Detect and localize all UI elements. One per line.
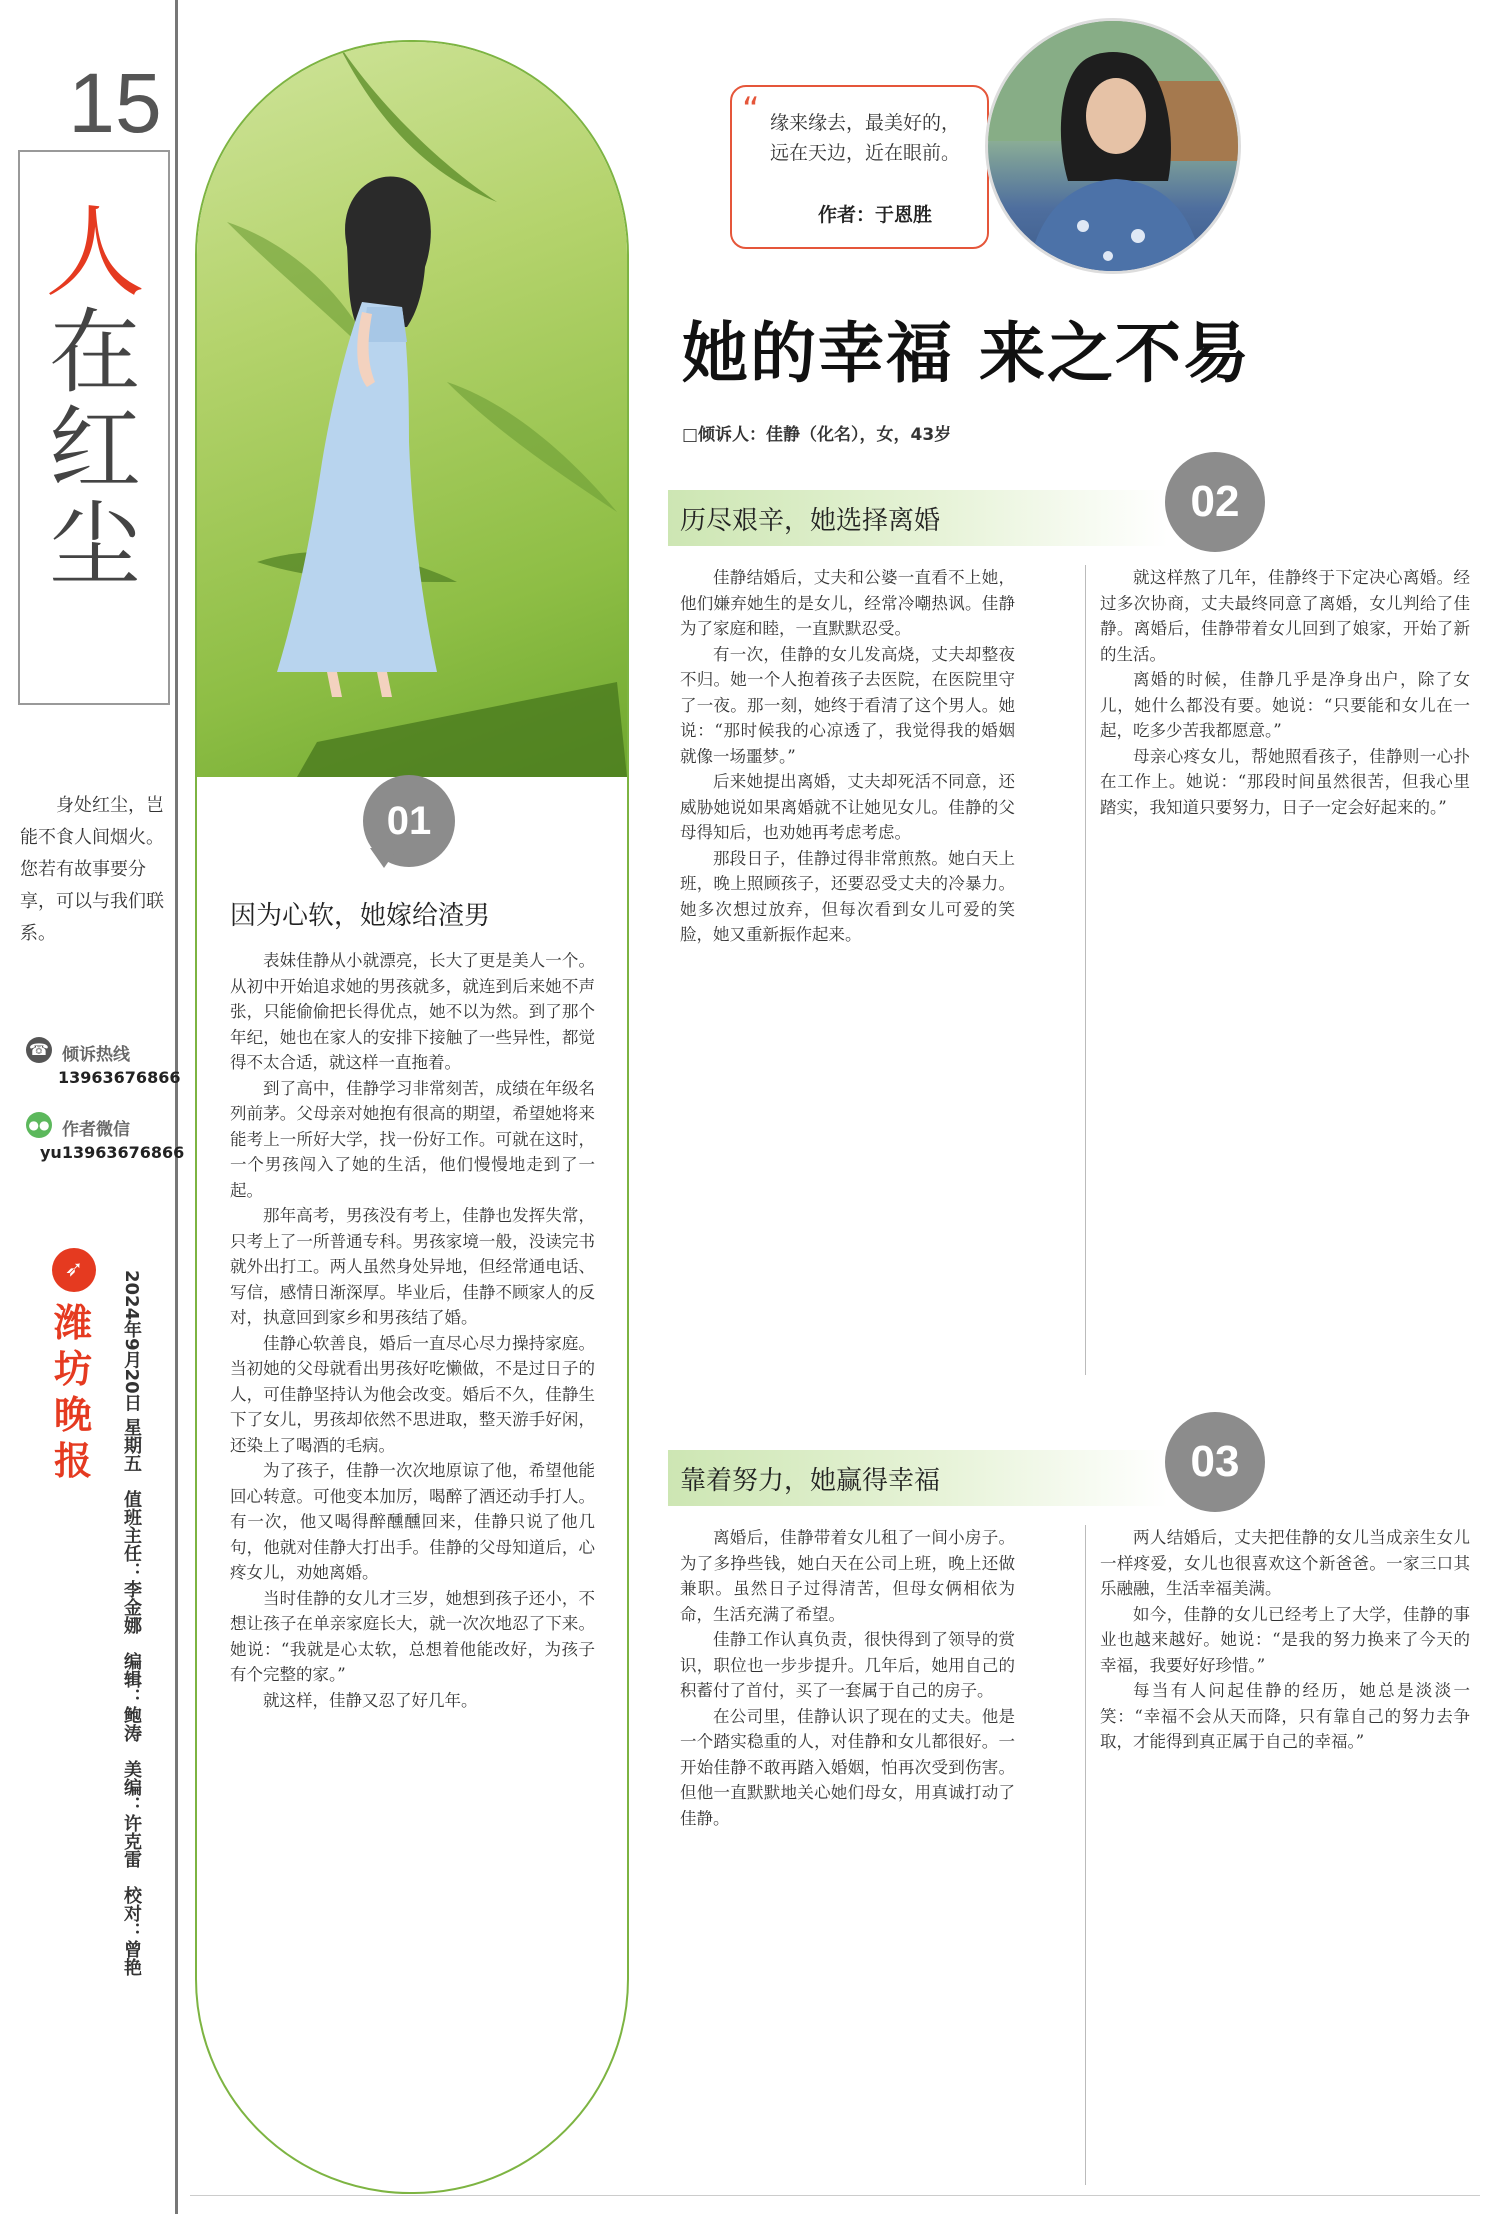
page-number: 15 [68,56,162,150]
quote-mark-icon: “ [742,90,760,130]
narrator-line: □倾诉人：佳静（化名），女，43岁 [682,425,952,445]
column-title-char: 人 [45,194,145,311]
column-title-char: 红 [48,395,141,503]
paragraph: 佳静工作认真负责，很快得到了领导的赏识，职位也一步步提升。几年后，她用自己的积蓄付了首付，买了一套属于自己的房子。 [680,1630,1015,1700]
hotline-label: 倾诉热线 [62,1045,130,1065]
section-tag-01: 01 [363,775,455,867]
paragraph: 到了高中，佳静学习非常刻苦，成绩在年级名列前茅。父母亲对她抱有很高的期望，希望她将来能考上一所好大学，找一份好工作。可就在这时，一个男孩闯入了她的生活，他们慢慢地走到了一起。 [230,1078,595,1200]
section-02-col-2 [1100,565,1470,820]
wechat-label: 作者微信 [62,1120,130,1140]
column-intro: 身处红尘，岂能不食人间烟火。您若有故事要分享，可以与我们联系。 [20,795,164,944]
author-photo [985,18,1241,274]
column-divider [1085,565,1086,1375]
divider [168,150,170,705]
column-title-char: 在 [48,299,141,406]
paragraph: 那年高考，男孩没有考上，佳静也发挥失常，只考上了一所普通专科。男孩家境一般，没读完书就外出打工。两人虽然身处异地，但经常通电话、写信，感情日渐深厚。毕业后，佳静不顾家人的反对，执意回到家乡和男孩结了婚。 [230,1206,595,1327]
paragraph: 如今，佳静的女儿已经考上了大学，佳静的事业也越来越好。她说：“是我的努力换来了今天的幸福，我要好好珍惜。” [1100,1604,1470,1675]
paragraph: 那段日子，佳静过得非常煎熬。她白天上班，晚上照顾孩子，还要忍受丈夫的冷暴力。她多次想过放弃，但每次看到女儿可爱的笑脸，她又重新振作起来。 [680,848,1015,944]
divider [18,703,170,705]
divider [18,150,20,705]
paragraph: 母亲心疼女儿，帮她照看孩子，佳静则一心扑在工作上。她说：“那段时间虽然很苦，但我心里踏实，我知道只要努力，日子一定会好起来的。” [1100,746,1470,817]
newspaper-logo-icon: ➶ [52,1248,96,1292]
paragraph: 离婚后，佳静带着女儿租了一间小房子。为了多挣些钱，她白天在公司上班，晚上还做兼职。虽然日子过得清苦，但母女俩相依为命，生活充满了希望。 [680,1528,1015,1624]
page-divider [175,0,178,2214]
newspaper-name-char: 潍 [54,1300,93,1345]
column-title [40,194,150,600]
paragraph: 表妹佳静从小就漂亮，长大了更是美人一个。从初中开始追求她的男孩就多，就连到后来她不声张，只能偷偷把长得优点，她不以为然。到了那个年纪，她也在家人的安排下接触了一些异性，都觉得不太合适，就这样一直拖着。 [230,951,595,1072]
paragraph: 佳静心软善良，婚后一直尽心尽力操持家庭。当初她的父母就看出男孩好吃懒做，不是过日子的人，可佳静坚持认为他会改变。婚后不久，佳静生下了女儿，男孩却依然不思进取，整天游手好闲，还染上了喝酒的毛病。 [230,1333,595,1455]
section-03-title: 靠着努力，她赢得幸福 [680,1466,941,1496]
paragraph: 就这样，佳静又忍了好几年。 [263,1690,478,1710]
paragraph: 离婚的时候，佳静几乎是净身出户，除了女儿，她什么都没有要。她说：“只要能和女儿在一起，吃多少苦我都愿意。” [1100,670,1470,740]
section-tag-03: 03 [1165,1412,1265,1512]
paragraph: 为了孩子，佳静一次次地原谅了他，希望他能回心转意。可他变本加厉，喝醉了酒还动手打人。有一次，他又喝得醉醺醺回来，佳静只说了他几句，他就对佳静大打出手。佳静的父母知道后，心疼女儿，劝她离婚。 [230,1461,595,1582]
paragraph: 就这样熬了几年，佳静终于下定决心离婚。经过多次协商，丈夫最终同意了离婚，女儿判给了佳静。离婚后，佳静带着女儿回到了娘家，开始了新的生活。 [1100,568,1470,664]
paragraph: 在公司里，佳静认识了现在的丈夫。他是一个踏实稳重的人，对佳静和女儿都很好。一开始佳静不敢再踏入婚姻，怕再次受到伤害。但他一直默默地关心她们母女，用真诚打动了佳静。 [680,1706,1015,1828]
paragraph: 后来她提出离婚，丈夫却死活不同意，还威胁她说如果离婚就不让她见女儿。佳静的父母得知后，也劝她再考虑考虑。 [680,772,1015,842]
paragraph: 佳静结婚后，丈夫和公婆一直看不上她，他们嫌弃她生的是女儿，经常冷嘲热讽。佳静为了家庭和睦，一直默默忍受。 [680,568,1015,638]
tag-pointer [370,848,398,868]
newspaper-name [54,1300,98,1484]
paragraph: 每当有人问起佳静的经历，她总是淡淡一笑：“幸福不会从天而降，只有靠自己的努力去争取，才能得到真正属于自己的幸福。” [1100,1681,1470,1751]
paragraph: 两人结婚后，丈夫把佳静的女儿当成亲生女儿一样疼爱，女儿也很喜欢这个新爸爸。一家三口其乐融融，生活幸福美满。 [1100,1528,1470,1598]
divider [190,2195,1480,2196]
section-02-title: 历尽艰辛，她选择离婚 [680,506,941,536]
newspaper-name-char: 坊 [54,1346,93,1391]
paragraph: 有一次，佳静的女儿发高烧，丈夫却整夜不归。她一个人抱着孩子去医院，在医院里守了一夜。那一刻，她终于看清了这个男人。她说：“那时候我的心凉透了，我觉得我的婚姻就像一场噩梦。” [680,644,1015,766]
section-02-col-1 [680,565,1015,948]
column-title-char: 尘 [48,492,141,600]
illustration-art [197,42,627,777]
illustration-girl-in-field [197,42,627,777]
newspaper-name-char: 晚 [54,1392,93,1437]
date-and-staff: 2024年9月20日 星期五 值班主任：李金娜 编辑：鲍涛 美编：许克雷 校对：曾艳 [121,1270,142,1976]
section-03-col-1 [680,1525,1015,1831]
section-01-title: 因为心软，她嫁给渣男 [230,901,491,931]
wechat-icon: ●● [26,1112,52,1138]
author-quote: 缘来缘去，最美好的，远在天边，近在眼前。 [770,112,961,164]
paragraph: 当时佳静的女儿才三岁，她想到孩子还小，不想让孩子在单亲家庭长大，就一次次地忍了下来。她说：“我就是心太软，总想着他能改好，为孩子有个完整的家。” [230,1588,595,1684]
divider [18,150,170,152]
section-03-col-2 [1100,1525,1470,1755]
author-portrait-art [988,21,1238,271]
phone-icon: ☎ [26,1037,52,1063]
section-tag-02: 02 [1165,452,1265,552]
article-title: 她的幸福 来之不易 [682,315,1251,392]
newspaper-name-char: 报 [54,1438,93,1483]
section-01-body [230,948,595,1713]
column-divider [1085,1525,1086,2185]
author-name: 作者：于恩胜 [818,204,933,226]
wechat-id: yu13963676866 [40,1143,185,1162]
hotline-number: 13963676866 [58,1068,181,1087]
